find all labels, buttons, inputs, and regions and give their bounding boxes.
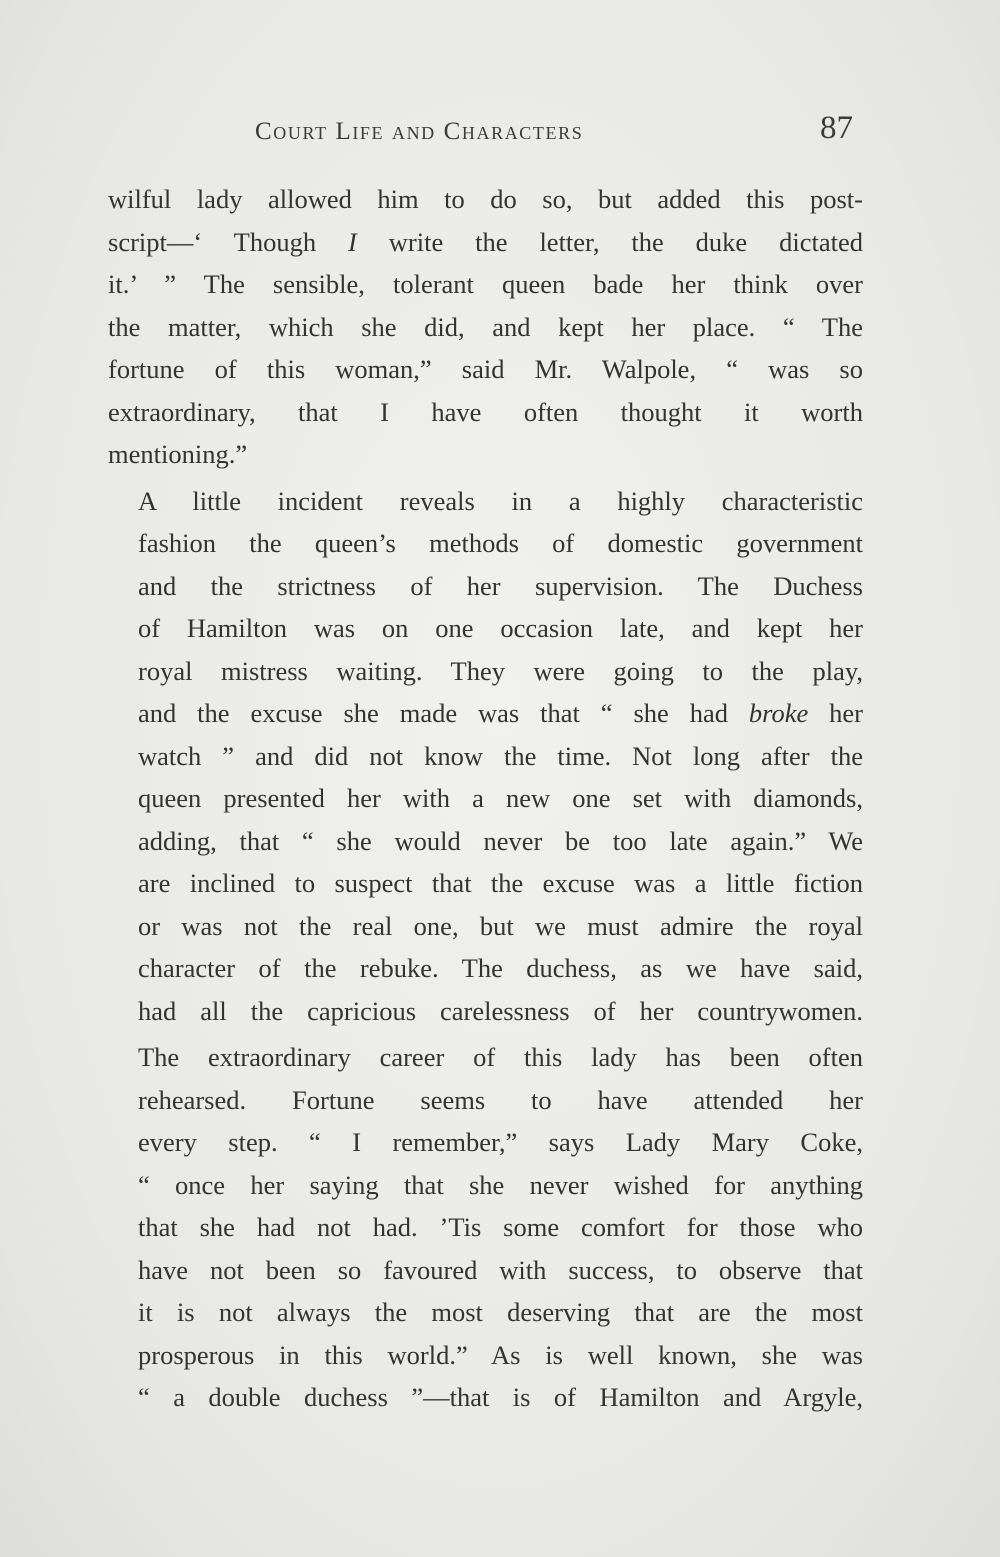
- text-line: royal mistress waiting. They were going to the play,: [138, 655, 863, 686]
- text-line: are inclined to suspect that the excuse was a little fiction: [138, 868, 863, 898]
- text-line: every step. “ I remember,” says Lady Mary Coke,: [138, 1127, 863, 1157]
- paragraph: [108, 480, 863, 1033]
- text-line: prosperous in this world.” As is well known, she was: [138, 1339, 863, 1370]
- text-line: script—‘ Though I write the letter, the duke dictated: [108, 226, 863, 257]
- text-line: and the strictness of her supervision. The Duchess: [138, 570, 863, 601]
- italic-word: I: [348, 226, 357, 257]
- text-line: or was not the real one, but we must admire the royal: [138, 910, 863, 941]
- text-line: it.’ ” The sensible, tolerant queen bade her think over: [108, 269, 863, 299]
- text-line: of Hamilton was on one occasion late, and kept her: [138, 613, 863, 643]
- text-line: The extraordinary career of this lady has been often: [138, 1042, 863, 1072]
- text-line: “ a double duchess ”—that is of Hamilton and Argyle,: [138, 1382, 863, 1412]
- text-line: A little incident reveals in a highly characteristic: [138, 485, 863, 516]
- text-line: “ once her saying that she never wished for anything: [138, 1169, 863, 1200]
- text-line: the matter, which she did, and kept her place. “ The: [108, 311, 863, 342]
- body-text: [108, 178, 863, 1419]
- text-line: character of the rebuke. The duchess, as we have said,: [138, 953, 863, 983]
- paragraph: [108, 1036, 863, 1419]
- text-line: mentioning.”: [108, 439, 248, 469]
- text-line: rehearsed. Fortune seems to have attended her: [138, 1084, 863, 1115]
- text-line: have not been so favoured with success, to observe that: [138, 1254, 863, 1285]
- paragraph: [108, 178, 863, 476]
- text-line: watch ” and did not know the time. Not long after the: [138, 740, 863, 771]
- text-line: adding, that “ she would never be too late again.” We: [138, 825, 863, 856]
- text-line: fashion the queen’s methods of domestic government: [138, 528, 863, 558]
- text-line: it is not always the most deserving that are the most: [138, 1297, 863, 1327]
- italic-word: broke: [748, 698, 809, 728]
- text-line: fortune of this woman,” said Mr. Walpole, “ was so: [108, 354, 863, 384]
- running-head: Court Life and Characters: [255, 118, 584, 145]
- text-line: that she had not had. ’Tis some comfort for those who: [138, 1212, 863, 1242]
- text-line: had all the capricious carelessness of her countrywomen.: [138, 995, 863, 1026]
- text-line: and the excuse she made was that “ she had broke her: [138, 698, 864, 728]
- text-line: wilful lady allowed him to do so, but added this post-: [108, 184, 863, 214]
- page-number: 87: [820, 110, 853, 146]
- text-line: queen presented her with a new one set with diamonds,: [138, 783, 863, 813]
- text-line: extraordinary, that I have often thought it worth: [108, 396, 863, 427]
